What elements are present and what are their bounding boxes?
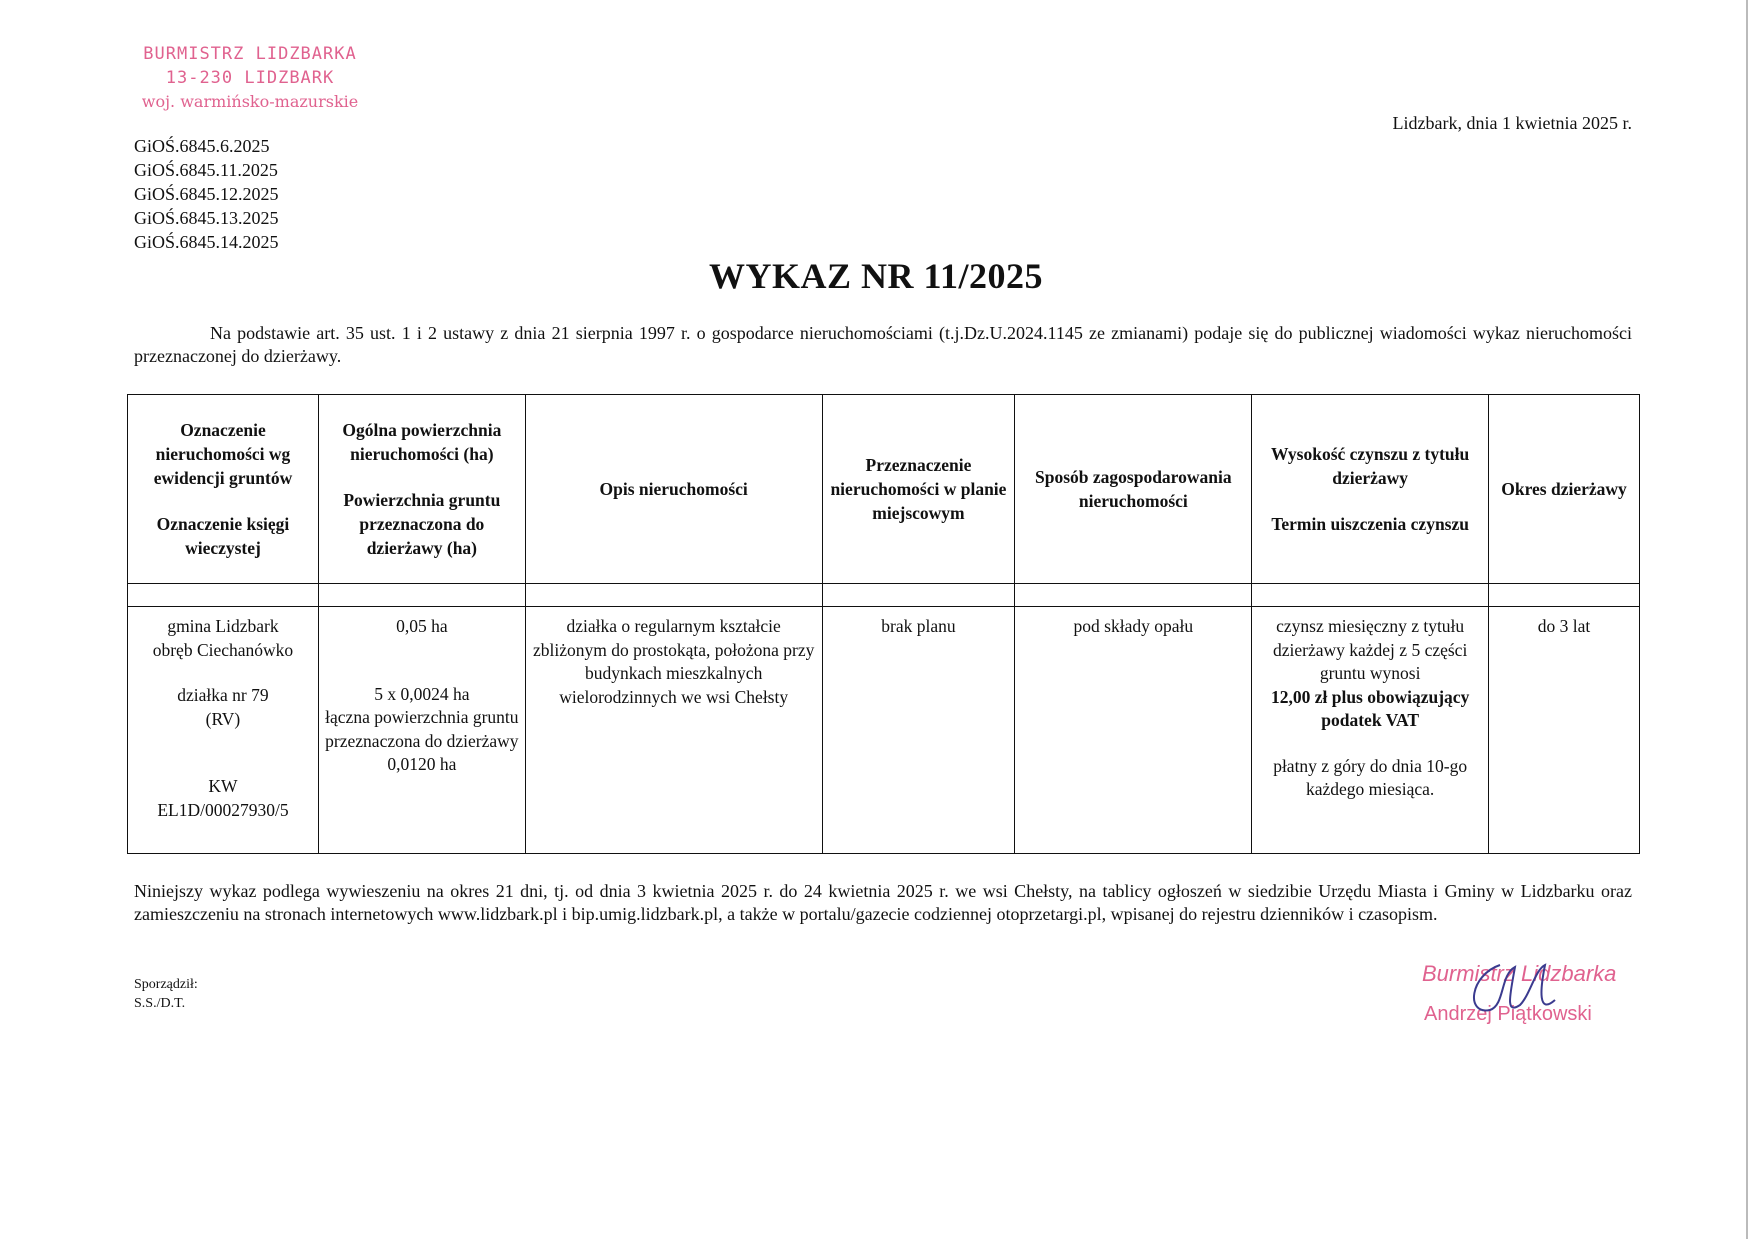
- prepared-by-block: [134, 975, 198, 1013]
- header-zoning: Przeznaczenie nieruchomości w planie miejscowym: [822, 395, 1015, 584]
- reference-numbers: [134, 134, 279, 254]
- table-spacer-row: [128, 584, 1640, 607]
- cell-area: 0,05 ha 5 x 0,0024 ha łączna powierzchnia gruntu przeznaczona do dzierżawy 0,0120 ha: [318, 607, 525, 854]
- date-line: Lidzbark, dnia 1 kwietnia 2025 r.: [1392, 113, 1632, 133]
- signature-title: Burmistrz Lidzbarka: [1422, 961, 1617, 986]
- cell-description: działka o regularnym kształcie zbliżonym do prostokąta, położona przy budynkach mieszkalnych wielorodzinnych we wsi Chełsty: [525, 607, 822, 854]
- reference-number: GiOŚ.6845.6.2025: [134, 136, 270, 156]
- cell-designation: gmina Lidzbark obręb Ciechanówko działka nr 79 (RV) KW EL1D/00027930/5: [128, 607, 319, 854]
- stamp-line-2: 13-230 LIDZBARK: [165, 68, 335, 88]
- signature-stamp: [1410, 955, 1640, 1035]
- cell-zoning: brak planu: [822, 607, 1015, 854]
- header-usage: Sposób zagospodarowania nieruchomości: [1015, 395, 1252, 584]
- table-row: [128, 607, 1640, 854]
- cell-usage: pod składy opału: [1015, 607, 1252, 854]
- header-designation: Oznaczenie nieruchomości wg ewidencji gruntów Oznaczenie księgi wieczystej: [128, 395, 319, 584]
- prepared-initials: S.S./D.T.: [134, 996, 186, 1011]
- header-description: Opis nieruchomości: [525, 395, 822, 584]
- intro-paragraph: Na podstawie art. 35 ust. 1 i 2 ustawy z dnia 21 sierpnia 1997 r. o gospodarce nieruchomościami (t.j.Dz.U.2024.1145 ze zmianami) podaje się do publicznej wiadomości wykaz nieruchomości przeznaczonej do dzierżawy.: [134, 323, 1632, 366]
- reference-number: GiOŚ.6845.11.2025: [134, 160, 278, 180]
- header-area: Ogólna powierzchnia nieruchomości (ha) Powierzchnia gruntu przeznaczona do dzierżawy (ha): [318, 395, 525, 584]
- footer-paragraph: Niniejszy wykaz podlega wywieszeniu na okres 21 dni, tj. od dnia 3 kwietnia 2025 r. do 24 kwietnia 2025 r. we wsi Chełsty, na tablicy ogłoszeń w siedzibie Urzędu Miasta i Gminy w Lidzbarku oraz zamieszczeniu na stronach internetowych www.lidzbark.pl i bip.umig.lidzbark.pl, a także w portalu/gazecie codziennej otoprzetargi.pl, wpisanej do rejestru dzienników i czasopism.: [134, 881, 1632, 924]
- prepared-label: Sporządził:: [134, 977, 198, 992]
- reference-number: GiOŚ.6845.12.2025: [134, 184, 279, 204]
- property-table: [127, 394, 1640, 854]
- page-edge: [1746, 0, 1748, 1239]
- handwritten-signature-icon: [1460, 955, 1580, 1025]
- header-period: Okres dzierżawy: [1489, 395, 1640, 584]
- table-header-row: [128, 395, 1640, 584]
- signature-name: Andrzej Piątkowski: [1424, 1003, 1592, 1025]
- reference-number: GiOŚ.6845.13.2025: [134, 208, 279, 228]
- reference-number: GiOŚ.6845.14.2025: [134, 232, 279, 252]
- cell-rent: czynsz miesięczny z tytułu dzierżawy każdej z 5 części gruntu wynosi 12,00 zł plus obowiązujący podatek VAT płatny z góry do dnia 10-go każdego miesiąca.: [1252, 607, 1489, 854]
- office-stamp: [110, 42, 390, 114]
- stamp-line-1: BURMISTRZ LIDZBARKA: [143, 44, 357, 64]
- cell-period: do 3 lat: [1489, 607, 1640, 854]
- document-title: WYKAZ NR 11/2025: [708, 256, 1044, 296]
- header-rent: Wysokość czynszu z tytułu dzierżawy Termin uiszczenia czynszu: [1252, 395, 1489, 584]
- stamp-line-3: woj. warmińsko-mazurskie: [141, 92, 359, 111]
